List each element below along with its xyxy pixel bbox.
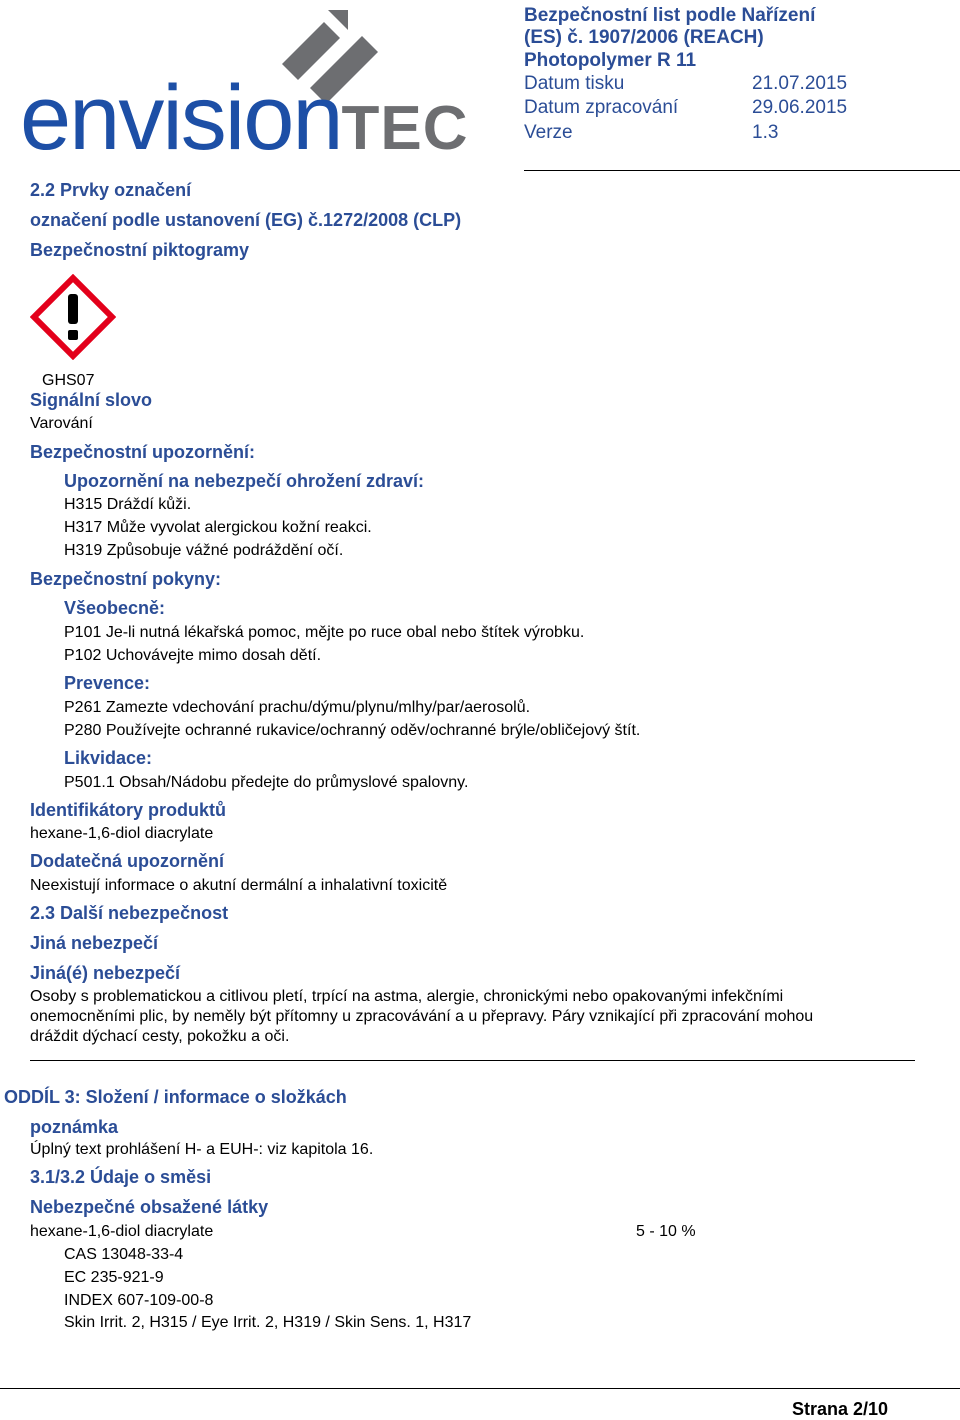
page-number: Strana 2/10 xyxy=(792,1399,889,1419)
print-date-label: Datum tisku xyxy=(524,73,625,94)
prevention-heading: Prevence: xyxy=(64,673,151,693)
print-date: 21.07.2015 xyxy=(752,73,848,94)
index-number: INDEX 607-109-00-8 xyxy=(64,1292,214,1309)
product-name: Photopolymer R 11 xyxy=(524,50,697,71)
health-hazards-heading: Upozornění na nebezpečí ohrožení zdraví: xyxy=(64,471,425,491)
precautionary-heading: Bezpečnostní pokyny: xyxy=(30,569,222,589)
ghs07-exclamation-icon xyxy=(30,274,116,360)
clp-subheading: označení podle ustanovení (EG) č.1272/2008 (CLP) xyxy=(30,210,462,230)
signal-word: Varování xyxy=(30,415,93,432)
general-heading: Všeobecně: xyxy=(64,598,166,618)
disposal-heading: Likvidace: xyxy=(64,748,153,768)
note-text: Úplný text prohlášení H- a EUH-: viz kapitola 16. xyxy=(30,1141,374,1158)
header-divider xyxy=(524,170,960,171)
section-3-heading: ODDÍL 3: Složení / informace o složkách xyxy=(4,1087,347,1107)
section-2-3-heading: 2.3 Další nebezpečnost xyxy=(30,903,229,923)
additional-info-text: Neexistují informace o akutní dermální a inhalativní toxicitě xyxy=(30,877,448,894)
revision-date-label: Datum zpracování xyxy=(524,97,679,118)
mixture-heading: 3.1/3.2 Údaje o směsi xyxy=(30,1167,212,1187)
p261-statement: P261 Zamezte vdechování prachu/dýmu/plynu/mlhy/par/aerosolů. xyxy=(64,699,531,716)
other-hazards-text-line1: Osoby s problematickou a citlivou pletí, trpící na astma, alergie, chronickými nebo opakovanými infekčními xyxy=(30,988,784,1005)
doc-title-line2: (ES) č. 1907/2006 (REACH) xyxy=(524,27,764,48)
product-identifiers-heading: Identifikátory produktů xyxy=(30,800,227,820)
section-divider xyxy=(30,1060,915,1061)
other-hazards-text-line2: onemocněními plic, by neměly být přítomny u zpracovávání a u přepravy. Páry vznikající při zpracování mohou xyxy=(30,1008,814,1025)
doc-title-line1: Bezpečnostní list podle Nařízení xyxy=(524,5,816,26)
version-value: 1.3 xyxy=(752,122,779,143)
note-heading: poznámka xyxy=(30,1117,119,1137)
p501-statement: P501.1 Obsah/Nádobu předejte do průmyslové spalovny. xyxy=(64,774,469,791)
other-hazards-text-line3: dráždit dýchací cesty, pokožku a oči. xyxy=(30,1028,290,1045)
p102-statement: P102 Uchovávejte mimo dosah dětí. xyxy=(64,647,322,664)
other-hazards-subheading: Jiná(é) nebezpečí xyxy=(30,963,181,983)
pictograms-heading: Bezpečnostní piktogramy xyxy=(30,240,250,260)
h315-statement: H315 Dráždí kůži. xyxy=(64,496,192,513)
p101-statement: P101 Je-li nutná lékařská pomoc, mějte po ruce obal nebo štítek výrobku. xyxy=(64,624,585,641)
product-identifier: hexane-1,6-diol diacrylate xyxy=(30,825,214,842)
classification: Skin Irrit. 2, H315 / Eye Irrit. 2, H319 / Skin Sens. 1, H317 xyxy=(64,1314,472,1331)
substance-concentration: 5 - 10 % xyxy=(636,1223,696,1240)
version-label: Verze xyxy=(524,122,573,143)
cas-number: CAS 13048-33-4 xyxy=(64,1246,184,1263)
footer-divider xyxy=(0,1388,960,1389)
substance-name: hexane-1,6-diol diacrylate xyxy=(30,1223,214,1240)
logo-wordmark: envisionTEC xyxy=(20,67,469,169)
signal-word-heading: Signální slovo xyxy=(30,390,153,410)
h317-statement: H317 Může vyvolat alergickou kožní reakci. xyxy=(64,519,372,536)
ec-number: EC 235-921-9 xyxy=(64,1269,164,1286)
other-hazards-heading: Jiná nebezpečí xyxy=(30,933,159,953)
h319-statement: H319 Způsobuje vážné podráždění očí. xyxy=(64,542,344,559)
revision-date: 29.06.2015 xyxy=(752,97,848,118)
additional-info-heading: Dodatečná upozornění xyxy=(30,851,225,871)
hazard-statements-heading: Bezpečnostní upozornění: xyxy=(30,442,255,462)
dangerous-substances-heading: Nebezpečné obsažené látky xyxy=(30,1197,269,1217)
section-2-2-heading: 2.2 Prvky označení xyxy=(30,180,192,200)
p280-statement: P280 Používejte ochranné rukavice/ochranný oděv/ochranné brýle/obličejový štít. xyxy=(64,722,641,739)
pictogram-label: GHS07 xyxy=(42,372,95,389)
